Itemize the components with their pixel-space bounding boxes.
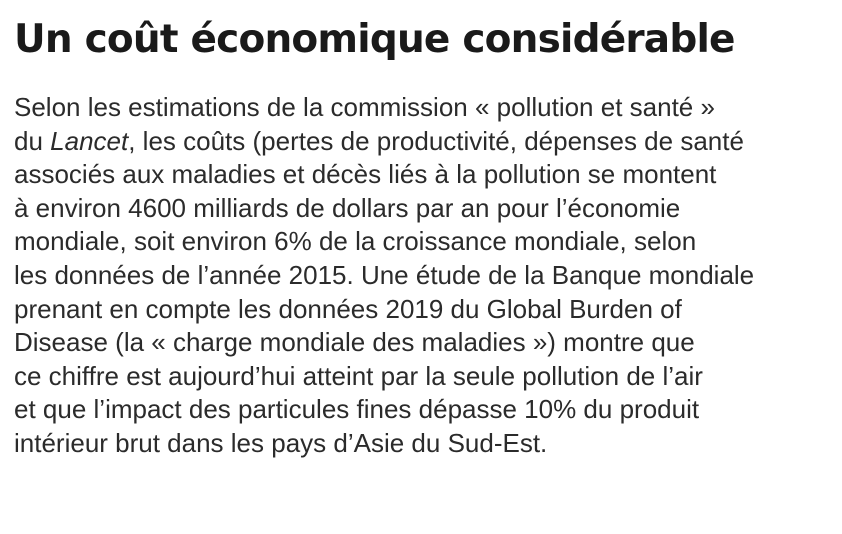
article-body: [14, 91, 836, 461]
body-line: du Lancet, les coûts (pertes de productivité, dépenses de santé: [14, 125, 744, 156]
headline: Un coût économique considérable: [14, 17, 735, 62]
body-line: associés aux maladies et décès liés à la pollution se montent: [14, 159, 717, 190]
body-line: et que l’impact des particules fines dépasse 10% du produit: [14, 394, 700, 425]
body-line: prenant en compte les données 2019 du Global Burden of: [14, 293, 682, 324]
article: [14, 14, 836, 461]
body-line: les données de l’année 2015. Une étude de la Banque mondiale: [14, 259, 755, 290]
body-line: à environ 4600 milliards de dollars par an pour l’économie: [14, 192, 681, 223]
body-line: intérieur brut dans les pays d’Asie du Sud-Est.: [14, 427, 548, 458]
body-line: Selon les estimations de la commission « pollution et santé »: [14, 92, 715, 122]
body-line: ce chiffre est aujourd’hui atteint par la seule pollution de l’air: [14, 360, 703, 391]
body-line: mondiale, soit environ 6% de la croissance mondiale, selon: [14, 226, 697, 257]
body-line: Disease (la « charge mondiale des maladies ») montre que: [14, 327, 695, 358]
publication-name: Lancet: [50, 125, 129, 156]
